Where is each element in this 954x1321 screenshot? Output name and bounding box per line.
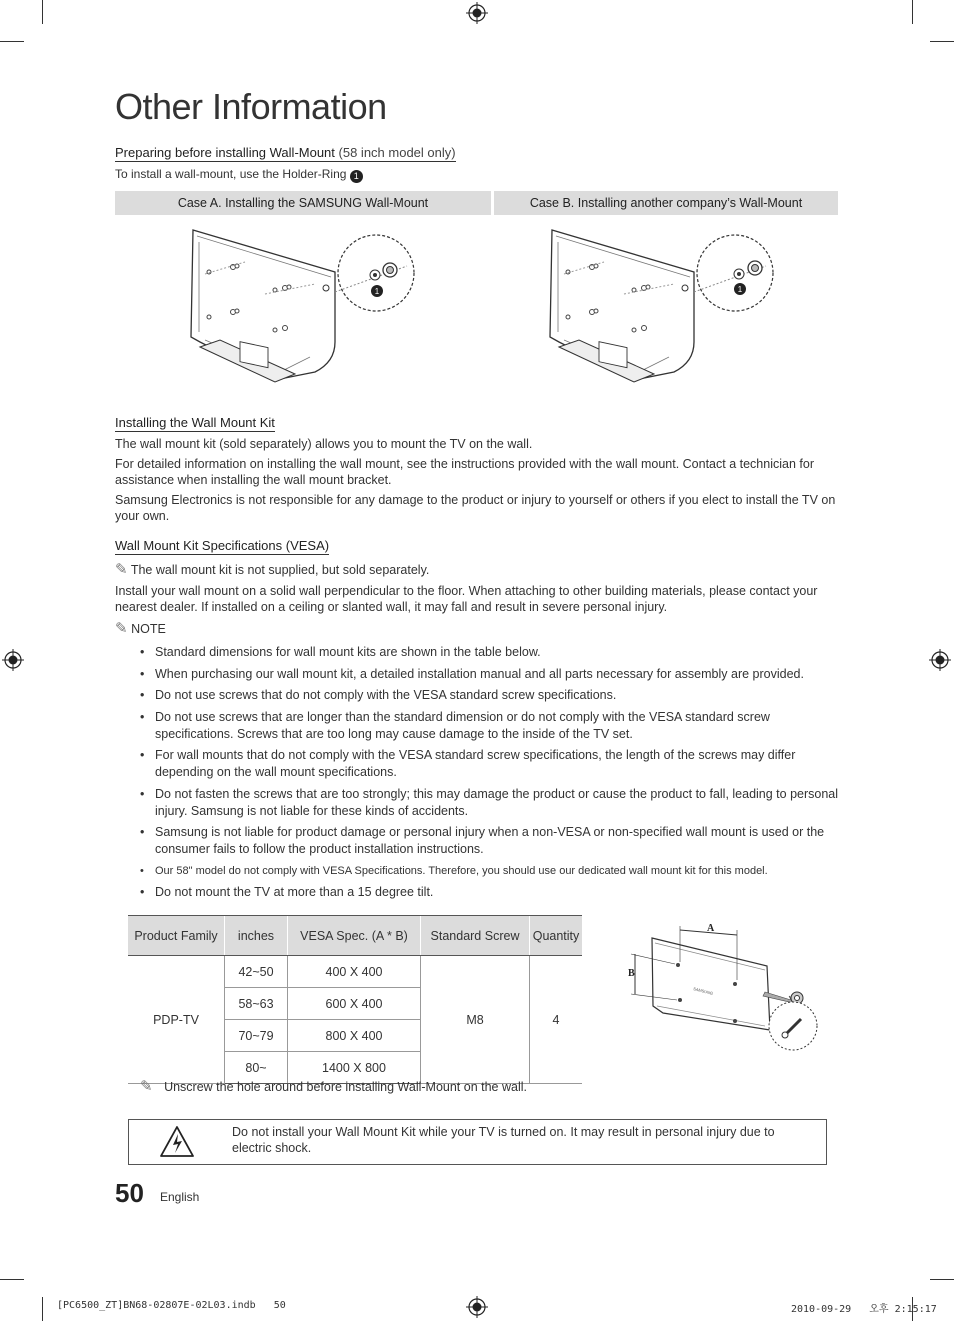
list-item: • Do not fasten the screws that are too strongly; this may damage the product or cause the product to fall, leading to personal injury. Samsung is not liable for these kinds of accidents. (140, 786, 839, 818)
vesa-cell: 600 X 400 (288, 988, 421, 1020)
registration-mark-icon (929, 649, 951, 671)
list-item: • Do not use screws that do not comply with the VESA standard screw specifications. (140, 688, 617, 702)
bullet-text: Our 58" model do not comply with VESA Specifications. Therefore, you should use our dedicated wall mount kit for this model. (155, 864, 768, 877)
registration-mark-icon (2, 649, 24, 671)
case-b-bar (494, 191, 838, 215)
list-item: • Our 58" model do not comply with VESA Specifications. Therefore, you should use our dedicated wall mount kit for this model. (140, 864, 768, 877)
vesa-cell: 1400 X 800 (288, 1052, 421, 1084)
crop-mark (0, 41, 24, 42)
list-item: • Standard dimensions for wall mount kits are shown in the table below. (140, 645, 541, 659)
vesa-spec-table (128, 915, 582, 1084)
list-item: • Do not mount the TV at more than a 15 degree tilt. (140, 885, 434, 899)
callout-marker-icon: 1 (350, 170, 363, 183)
dimension-b-label: B (628, 968, 635, 979)
column-header: Standard Screw (421, 916, 530, 956)
vesa-dimension-diagram (625, 918, 825, 1058)
bullet-text: Do not mount the TV at more than a 15 degree tilt. (155, 885, 434, 899)
bullet-text: Do not use screws that do not comply with the VESA standard screw specifications. (155, 688, 617, 702)
unscrew-note-text: Unscrew the hole around before installing Wall-Mount on the wall. (164, 1080, 527, 1094)
crop-mark (912, 0, 913, 24)
pencil-icon: ✎ (115, 561, 128, 578)
page-number: 50 (115, 1178, 144, 1208)
crop-mark (0, 1279, 24, 1280)
inches-cell: 80~ (225, 1052, 288, 1084)
preparing-instruction-text: To install a wall-mount, use the Holder-Ring (115, 167, 347, 181)
callout-a-number: 1 (374, 287, 380, 296)
install-text: Install your wall mount on a solid wall perpendicular to the floor. When attaching to other building materials, please contact your nearest dealer. If installed on a ceiling or slanted wall, it may fall and result in severe personal injury. (115, 584, 818, 614)
svg-text:SAMSUNG: SAMSUNG (692, 986, 714, 996)
note-label: NOTE (131, 622, 166, 636)
installing-heading (115, 414, 275, 432)
note-sold-separately (115, 562, 429, 578)
note-sold-text: The wall mount kit is not supplied, but sold separately. (130, 563, 430, 577)
tv-back-diagram-a (185, 222, 420, 384)
inches-cell: 58~63 (225, 988, 288, 1020)
warning-text: Do not install your Wall Mount Kit while your TV is turned on. It may result in personal injury due to electric shock. (232, 1125, 775, 1155)
print-timestamp: 2010-09-29 오후 2:15:17 (791, 1304, 937, 1315)
pencil-icon: ✎ (140, 1078, 153, 1095)
installing-p2: For detailed information on installing the wall mount, see the instructions provided with the wall mount. Contact a technician for assistance when installing the wall mount bracket. (115, 457, 814, 487)
bullet-text: Samsung is not liable for product damage or personal injury when a non-VESA or non-specified wall mount is used or the consumer fails to follow the product installation instructions. (155, 825, 825, 856)
tv-back-diagram-b (544, 222, 779, 384)
specs-heading (115, 537, 329, 555)
registration-mark-icon (466, 1296, 488, 1318)
language-label: English (160, 1190, 200, 1204)
column-header: VESA Spec. (A * B) (288, 916, 421, 956)
list-item: • Do not use screws that are longer than the standard dimension or do not comply with the VESA standard screw specifications. Screws that are too long may cause damage to the inside of the TV set. (140, 709, 770, 741)
case-a-label: Case A. Installing the SAMSUNG Wall-Mount (177, 196, 429, 210)
unscrew-note (140, 1079, 527, 1095)
specs-heading-text: Wall Mount Kit Specifications (VESA) (115, 538, 330, 553)
installing-p1: The wall mount kit (sold separately) allows you to mount the TV on the wall. (115, 437, 533, 451)
bullet-text: Do not fasten the screws that are too strongly; this may damage the product or cause the product to fall, leading to personal injury. Samsung is not liable for these kinds of accidents. (155, 786, 839, 818)
pencil-icon: ✎ (115, 620, 128, 637)
bullet-text: When purchasing our wall mount kit, a detailed installation manual and all parts necessary for assembly are provided. (155, 666, 804, 681)
list-item: • When purchasing our wall mount kit, a detailed installation manual and all parts necessary for assembly are provided. (140, 666, 804, 681)
installing-heading-text: Installing the Wall Mount Kit (115, 415, 275, 430)
table-header-row (128, 916, 582, 956)
screw-cell: M8 (421, 956, 530, 1084)
preparing-heading-suffix: (58 inch model only) (338, 145, 456, 160)
column-header: Product Family (128, 916, 225, 956)
warning-box (128, 1119, 827, 1165)
preparing-heading (115, 144, 456, 162)
vesa-cell: 400 X 400 (288, 956, 421, 988)
quantity-cell: 4 (530, 956, 583, 1084)
product-family-cell: PDP-TV (128, 956, 225, 1084)
preparing-heading-text: Preparing before installing Wall-Mount (115, 145, 335, 160)
page-title: Other Information (115, 86, 387, 127)
bullet-text: Standard dimensions for wall mount kits are shown in the table below. (155, 645, 541, 659)
registration-mark-icon (466, 2, 488, 24)
note-bullet-list (138, 644, 843, 906)
list-item: • Samsung is not liable for product damage or personal injury when a non-VESA or non-specified wall mount is used or the consumer fails to follow the product installation instructions. (140, 825, 825, 856)
crop-mark (42, 0, 43, 24)
inches-cell: 42~50 (225, 956, 288, 988)
column-header: inches (225, 916, 288, 956)
crop-mark (930, 41, 954, 42)
note-label-row (115, 621, 166, 637)
case-b-label: Case B. Installing another company’s Wall-Mount (529, 196, 803, 210)
electric-shock-warning-icon (159, 1125, 195, 1159)
list-item: • For wall mounts that do not comply with the VESA standard screw specifications, the length of the screws may differ depending on the wall mount specifications. (140, 748, 796, 779)
callout-b-number: 1 (737, 285, 743, 294)
inches-cell: 70~79 (225, 1020, 288, 1052)
table-row (128, 956, 582, 988)
dimension-a-label: A (707, 923, 715, 934)
installing-p3: Samsung Electronics is not responsible for any damage to the product or injury to yourself or others if you elect to install the TV on your own. (115, 493, 836, 523)
bullet-text: Do not use screws that are longer than the standard dimension or do not comply with the VESA standard screw specifications. Screws that are too long may cause damage to the inside of the TV set. (155, 709, 770, 741)
preparing-instruction (115, 166, 363, 183)
column-header: Quantity (530, 916, 583, 956)
crop-mark (930, 1279, 954, 1280)
vesa-cell: 800 X 400 (288, 1020, 421, 1052)
bullet-text: For wall mounts that do not comply with the VESA standard screw specifications, the length of the screws may differ depending on the wall mount specifications. (155, 748, 796, 779)
crop-mark (42, 1297, 43, 1321)
file-info: [PC6500_ZT]BN68-02807E-02L03.indb 50 (57, 1300, 286, 1311)
case-a-bar (115, 191, 491, 215)
